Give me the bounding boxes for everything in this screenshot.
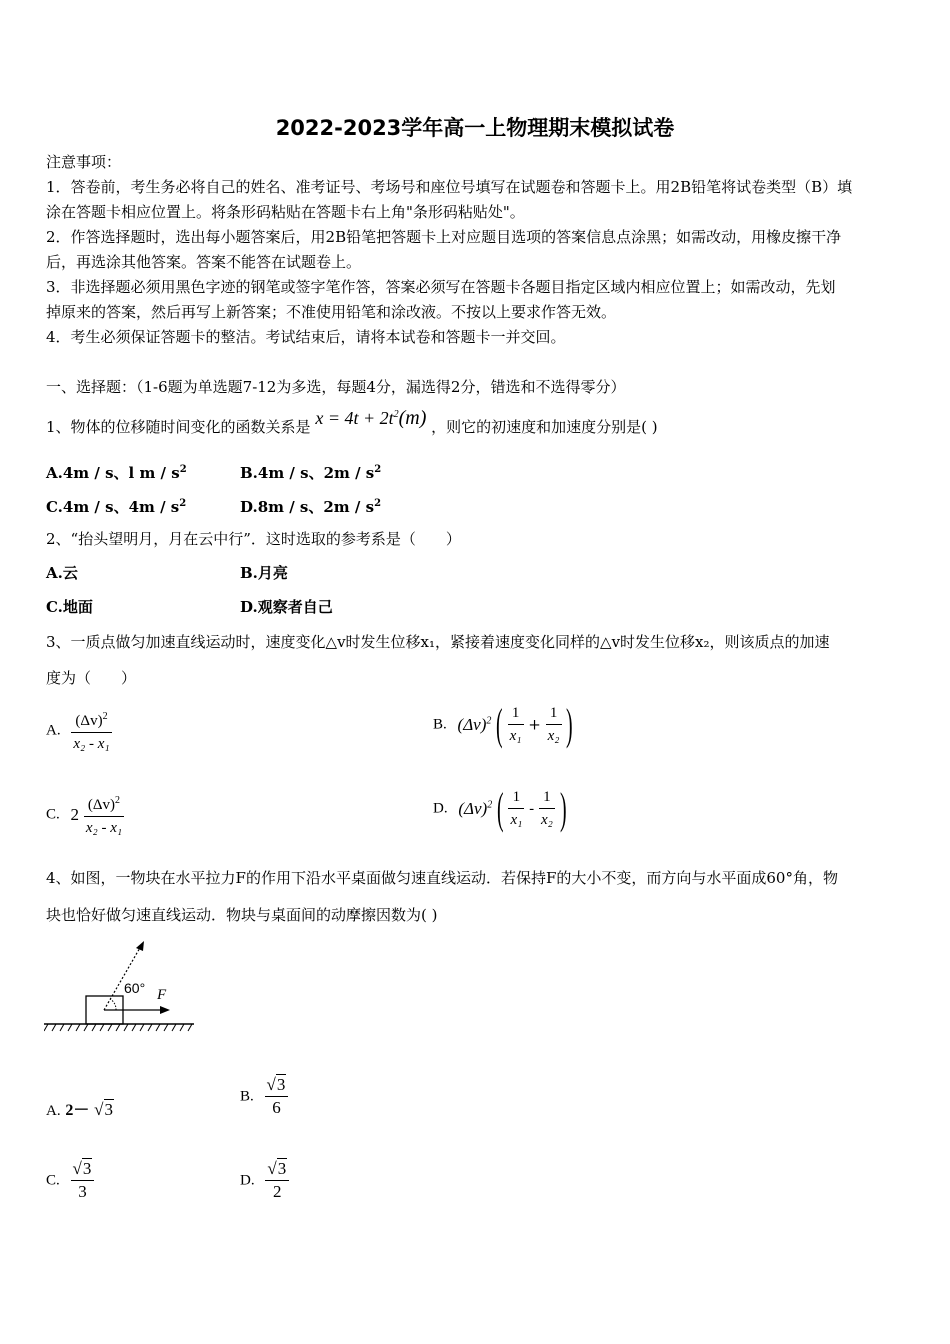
section-heading: 一、选择题：（1-6题为单选题7-12为多选，每题4分，漏选得2分，错选和不选得零分） — [46, 378, 626, 396]
q4-option-b: B. $\frac{√3}{6}$ — [240, 1074, 288, 1119]
q2-option-d: D.观察者自己 — [240, 598, 333, 616]
question-4-stem: 4、如图，一物块在水平拉力F的作用下沿水平桌面做匀速直线运动．若保持F的大小不变，而方向与水平面成60°角，物 — [46, 869, 838, 887]
q3-option-b: B. $(\Delta v)^2$ ( $\frac{1}{\text{x₁}}$ + $\frac{1}{\text{x₂}}$ ) — [433, 699, 573, 749]
q4-option-d: D. $\frac{√3}{2}$ — [240, 1158, 289, 1203]
q3-option-a: A. $\frac{(\Delta v)^2}{\text{x₂ - x₁}}$ — [46, 706, 112, 755]
q4-option-c: C. $\frac{√3}{3}$ — [46, 1158, 94, 1203]
q2-option-a: A.云 — [46, 564, 78, 582]
question-4-stem-cont: 块也恰好做匀速直线运动．物块与桌面间的动摩擦因数为( ) — [46, 906, 438, 924]
q1-option-c: C.4m / s、$4m / s^2$ — [46, 498, 187, 516]
q3-option-c: C. 2 $\frac{(\Delta v)^2}{\text{x₂ - x₁}}$ — [46, 790, 124, 839]
notice-line: 4．考生必须保证答题卡的整洁。考试结束后，请将本试卷和答题卡一并交回。 — [46, 328, 566, 346]
force-label: F — [157, 987, 167, 1003]
notice-line: 3．非选择题必须用黑色字迹的钢笔或签字笔作答，答案必须写在答题卡各题目指定区域内相应位置上；如需改动，先划 — [46, 278, 836, 296]
question-3-stem-cont: 度为（ ） — [46, 669, 137, 687]
q2-option-c: C.地面 — [46, 598, 93, 616]
question-3-stem: 3、一质点做匀加速直线运动时，速度变化△v时发生位移x₁，紧接着速度变化同样的△v时发生位移x₂，则该质点的加速 — [46, 633, 830, 651]
question-1-stem — [46, 407, 658, 437]
notice-line: 涂在答题卡相应位置上。将条形码粘贴在答题卡右上角"条形码粘贴处"。 — [46, 203, 525, 221]
notice-line: 1．答卷前，考生务必将自己的姓名、准考证号、考场号和座位号填写在试题卷和答题卡上。用2B铅笔将试卷类型（B）填 — [46, 178, 853, 196]
notice-line: 掉原来的答案，然后再写上新答案；不准使用铅笔和涂改液。不按以上要求作答无效。 — [46, 303, 617, 321]
q3-option-d: D. $(\Delta v)^2$ ( $\frac{1}{\text{x₁}}$ - $\frac{1}{\text{x₂}}$ ) — [433, 783, 567, 833]
q2-option-b: B.月亮 — [240, 564, 288, 582]
q1-formula: $x = 4t + 2t^2(m)$ — [315, 407, 427, 429]
notice-line: 2．作答选择题时，选出每小题答案后，用2B铅笔把答题卡上对应题目选项的答案信息点涂黑；如需改动，用橡皮擦干净 — [46, 228, 842, 246]
q1-text-before: 1、物体的位移随时间变化的函数关系是 — [46, 418, 311, 436]
page-title: 2022-2023学年高一上物理期末模拟试卷 — [275, 116, 675, 140]
q1-option-d: D.8m / s、$2m / s^2$ — [240, 498, 382, 516]
notice-heading: 注意事项： — [46, 153, 122, 171]
notice-line: 后，再选涂其他答案。答案不能答在试题卷上。 — [46, 253, 362, 271]
q1-text-after: ，则它的初速度和加速度分别是( ) — [431, 418, 658, 436]
angle-label: 60° — [124, 980, 146, 996]
q1-option-b: B.4m / s、$2m / s^2$ — [240, 464, 382, 482]
force-diagram — [44, 936, 196, 1036]
q1-option-a: A.4m / s、l m / $s^2$ — [46, 464, 187, 482]
question-2-stem: 2、“抬头望明月，月在云中行”．这时选取的参考系是（ ） — [46, 530, 461, 548]
q4-option-a: A. 2－ √3 — [46, 1100, 114, 1119]
